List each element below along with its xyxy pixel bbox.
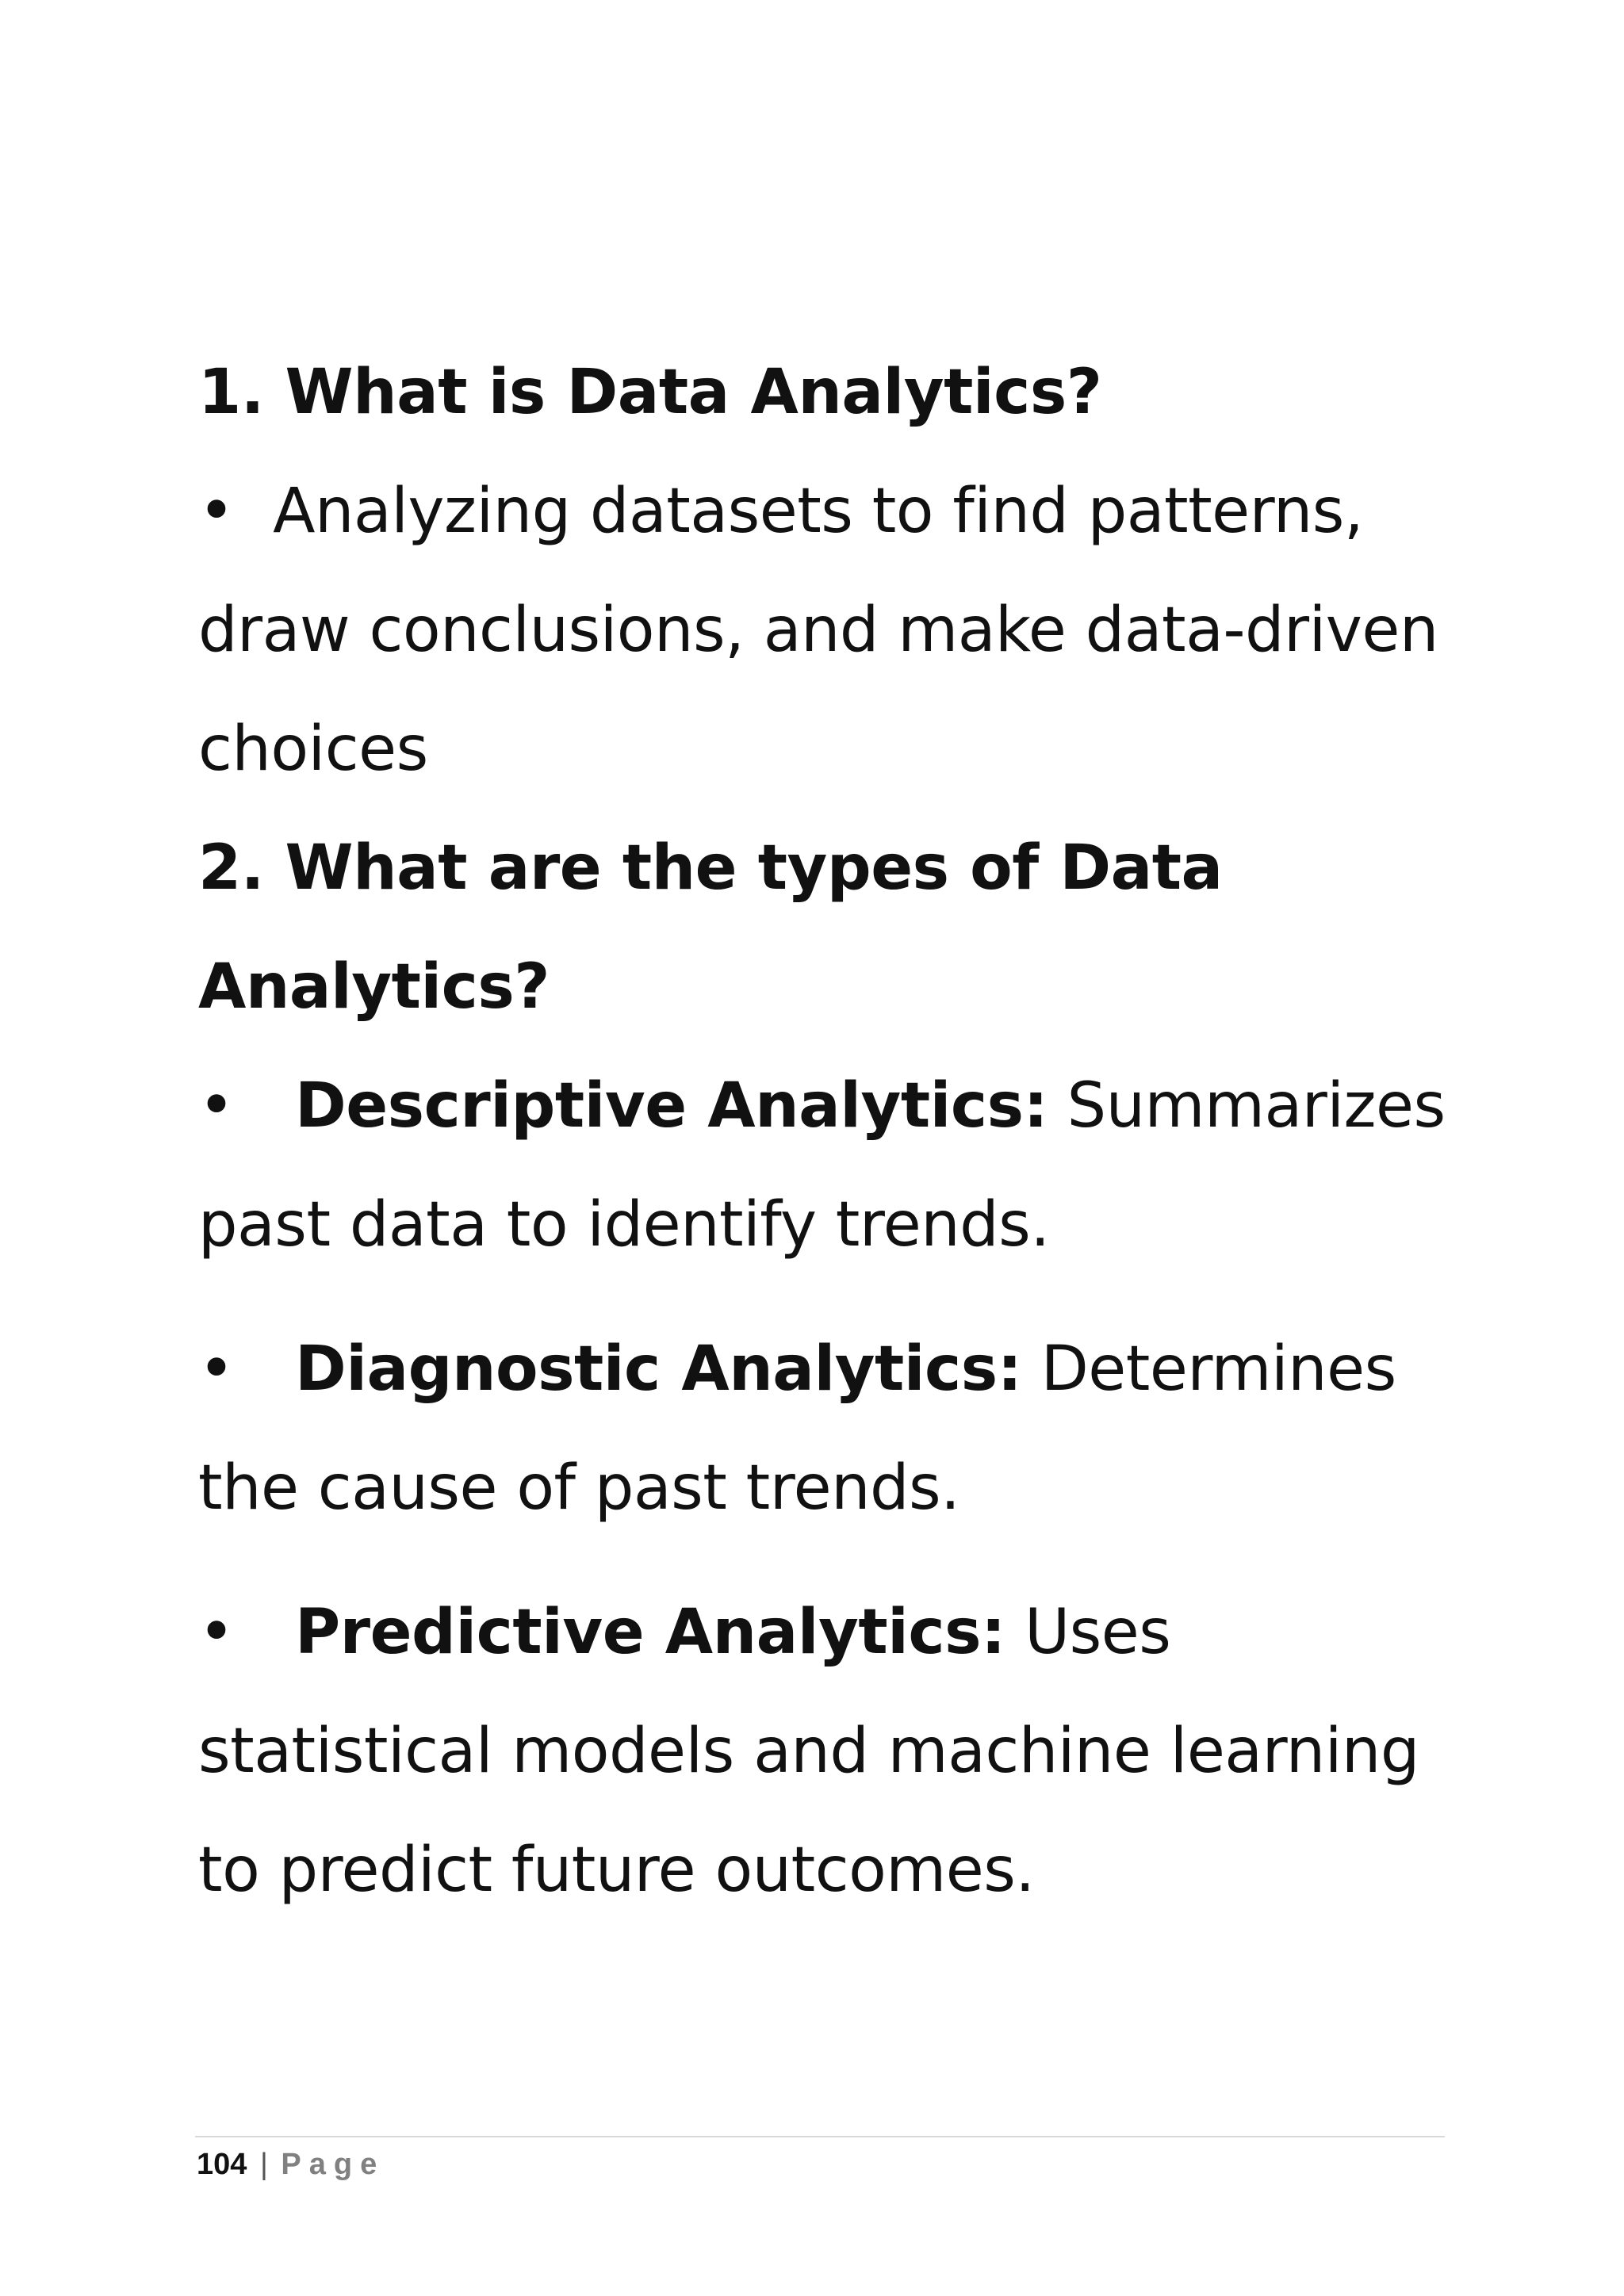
description-descriptive: Summarizes past data to identify trends.	[198, 1070, 1446, 1261]
list-item-predictive	[198, 1573, 1451, 1930]
bullet: •	[198, 1597, 235, 1668]
bullet: •	[198, 476, 235, 547]
answer-text: Analyzing datasets to find patterns, draw conclusions, and make data-driven choices	[198, 476, 1438, 785]
page-content	[198, 333, 1451, 1955]
list-item-diagnostic	[198, 1310, 1451, 1548]
footer-separator: |	[259, 2148, 268, 2181]
term-predictive: Predictive Analytics:	[295, 1597, 1005, 1668]
description-diagnostic: Determines the cause of past trends.	[198, 1334, 1396, 1524]
bullet: •	[198, 1070, 235, 1142]
list-item-descriptive	[198, 1047, 1451, 1284]
footer-divider	[195, 2136, 1445, 2137]
question-2-heading: 2. What are the types of Data Analytics?	[198, 832, 1223, 1023]
term-descriptive: Descriptive Analytics:	[295, 1070, 1048, 1142]
question-1-answer	[198, 452, 1451, 809]
page-footer	[197, 2142, 385, 2187]
page-number: 104	[197, 2148, 247, 2181]
bullet: •	[198, 1334, 235, 1405]
term-diagnostic: Diagnostic Analytics:	[295, 1334, 1022, 1405]
question-1-heading: 1. What is Data Analytics?	[198, 357, 1102, 428]
page-label: Page	[281, 2148, 385, 2181]
description-predictive: Uses statistical models and machine learning to predict future outcomes.	[198, 1597, 1419, 1906]
